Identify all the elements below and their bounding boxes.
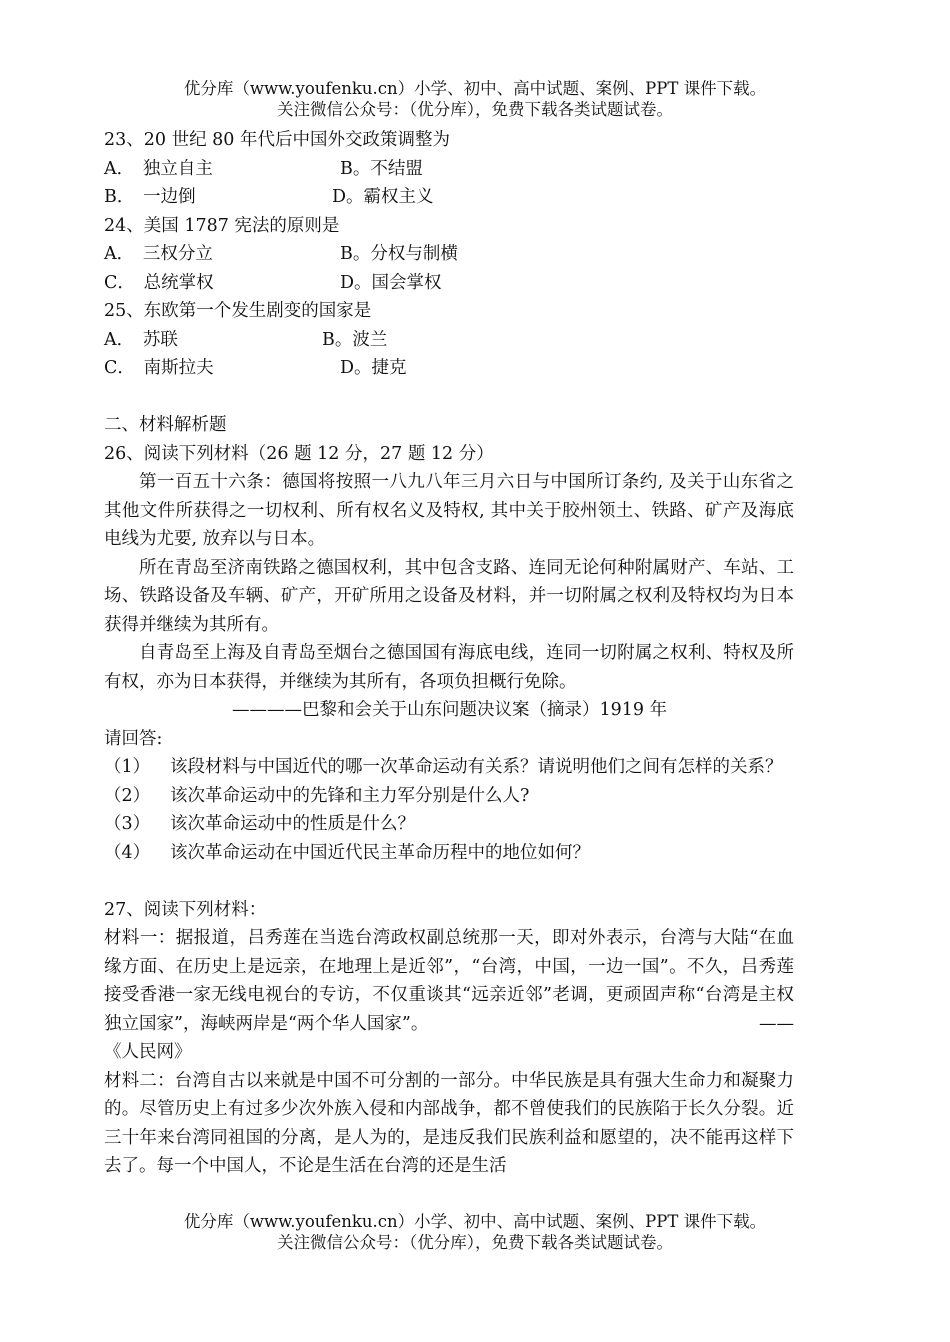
option-label: C． 南斯拉夫 [104,358,214,378]
material-one-source: 《人民网》 [104,1042,192,1062]
option-label: A． 独立自主 [104,158,213,179]
option-label: C． 总统掌权 [104,272,214,293]
sub-question-text: 该次革命运动中的性质是什么？ [170,814,415,834]
footer-line-2: 关注微信公众号：（优分库），免费下载各类试题试卷。 [277,1233,673,1252]
sub-question-4 [104,839,794,868]
sub-question-number: （4） [104,842,151,863]
material-one-text: 材料一：据报道，吕秀莲在当选台湾政权副总统那一天，即对外表示，台湾与大陆“在血缘方面、在历史上是远亲，在地理上是近邻”，“台湾，中国，一边一国”。不久，吕秀莲接受香港一家无线电视台的专访，不仅重谈其“远亲近邻”老调，更顽固声称“台湾是主权独立国家”，海峡两岸是“两个华人国家”。 [104,928,794,1034]
question-27-stem: 27、阅读下列材料： [104,899,267,920]
option-label: B。波兰 [322,329,388,350]
material-paragraph: 自青岛至上海及自青岛至烟台之德国国有海底电线，连同一切附属之权利、特权及所有权，亦为日本获得，并继续为其所有，各项负担概行免除。 [104,643,794,692]
option-label: B。分权与制横 [340,244,458,264]
option-label: A． 苏联 [104,329,178,350]
material-two: 材料二：台湾自古以来就是中国不可分割的一部分。中华民族是具有强大生命力和凝聚力的。尽管历史上有过多少次外族入侵和内部战争，都不曾使我们的民族陷于长久分裂。近三十年来台湾同祖国的分离，是人为的，是违反我们民族利益和愿望的，决不能再这样下去了。每一个中国人，不论是生活在台湾的还是生活 [104,1070,794,1176]
question-25-options-row-1 [104,326,794,355]
page-content [104,126,794,1181]
question-23-stem: 23、20 世纪 80 年代后中国外交政策调整为 [104,130,450,150]
question-25-options-row-2 [104,354,794,383]
question-26-stem: 26、阅读下列材料（26 题 12 分，27 题 12 分） [104,443,494,464]
option-label: D。捷克 [340,358,407,378]
material-one-dash: —— [759,1013,794,1034]
page-header [0,78,950,120]
spacer [104,867,794,896]
footer-line-1: 优分库（www.youfenku.cn）小学、初中、高中试题、案例、PPT 课件下载。 [183,1212,767,1231]
option-label: D。霸权主义 [332,187,434,207]
material-source: ————巴黎和会关于山东问题决议案（摘录）1919 年 [232,700,668,720]
question-24-options-row-2 [104,269,794,298]
question-24-options-row-1 [104,240,794,269]
page-footer [0,1211,950,1253]
section-title: 二、材料解析题 [104,415,227,435]
header-line-2: 关注微信公众号：（优分库），免费下载各类试题试卷。 [277,100,673,119]
sub-question-number: （3） [104,814,151,834]
question-24-stem: 24、美国 1787 宪法的原则是 [104,215,340,236]
sub-question-1 [104,753,794,782]
header-line-1: 优分库（www.youfenku.cn）小学、初中、高中试题、案例、PPT 课件下载。 [183,79,767,98]
sub-question-2 [104,782,794,811]
option-label: B。不结盟 [340,158,423,179]
sub-question-number: （1） [104,757,151,777]
material-paragraph: 第一百五十六条：德国将按照一八九八年三月六日与中国所订条约, 及关于山东省之其他文件所获得之一切权利、所有权名义及特权, 其中关于胶州领土、铁路、矿产及海底电线为尤要, 放弃以与日本。 [104,472,794,549]
question-23-options-row-2 [104,183,794,212]
option-label: B． 一边倒 [104,187,196,207]
spacer [104,383,794,412]
question-23-options-row-1 [104,155,794,184]
sub-question-text: 该次革命运动在中国近代民主革命历程中的地位如何？ [170,842,590,863]
option-label: D。国会掌权 [340,272,442,293]
sub-question-3 [104,810,794,839]
question-25-stem: 25、东欧第一个发生剧变的国家是 [104,301,372,321]
sub-question-text: 该段材料与中国近代的哪一次革命运动有关系？请说明他们之间有怎样的关系？ [170,757,783,777]
sub-question-number: （2） [104,785,151,806]
material-one [104,924,794,1038]
answer-prompt: 请回答: [104,728,163,749]
material-paragraph: 所在青岛至济南铁路之德国权利，其中包含支路、连同无论何种附属财产、车站、工场、铁路设备及车辆、矿产，开矿所用之设备及材料，并一切附属之权利及特权均为日本获得并继续为其所有。 [104,557,794,635]
option-label: A． 三权分立 [104,244,213,264]
sub-question-text: 该次革命运动中的先锋和主力军分别是什么人? [170,785,530,806]
